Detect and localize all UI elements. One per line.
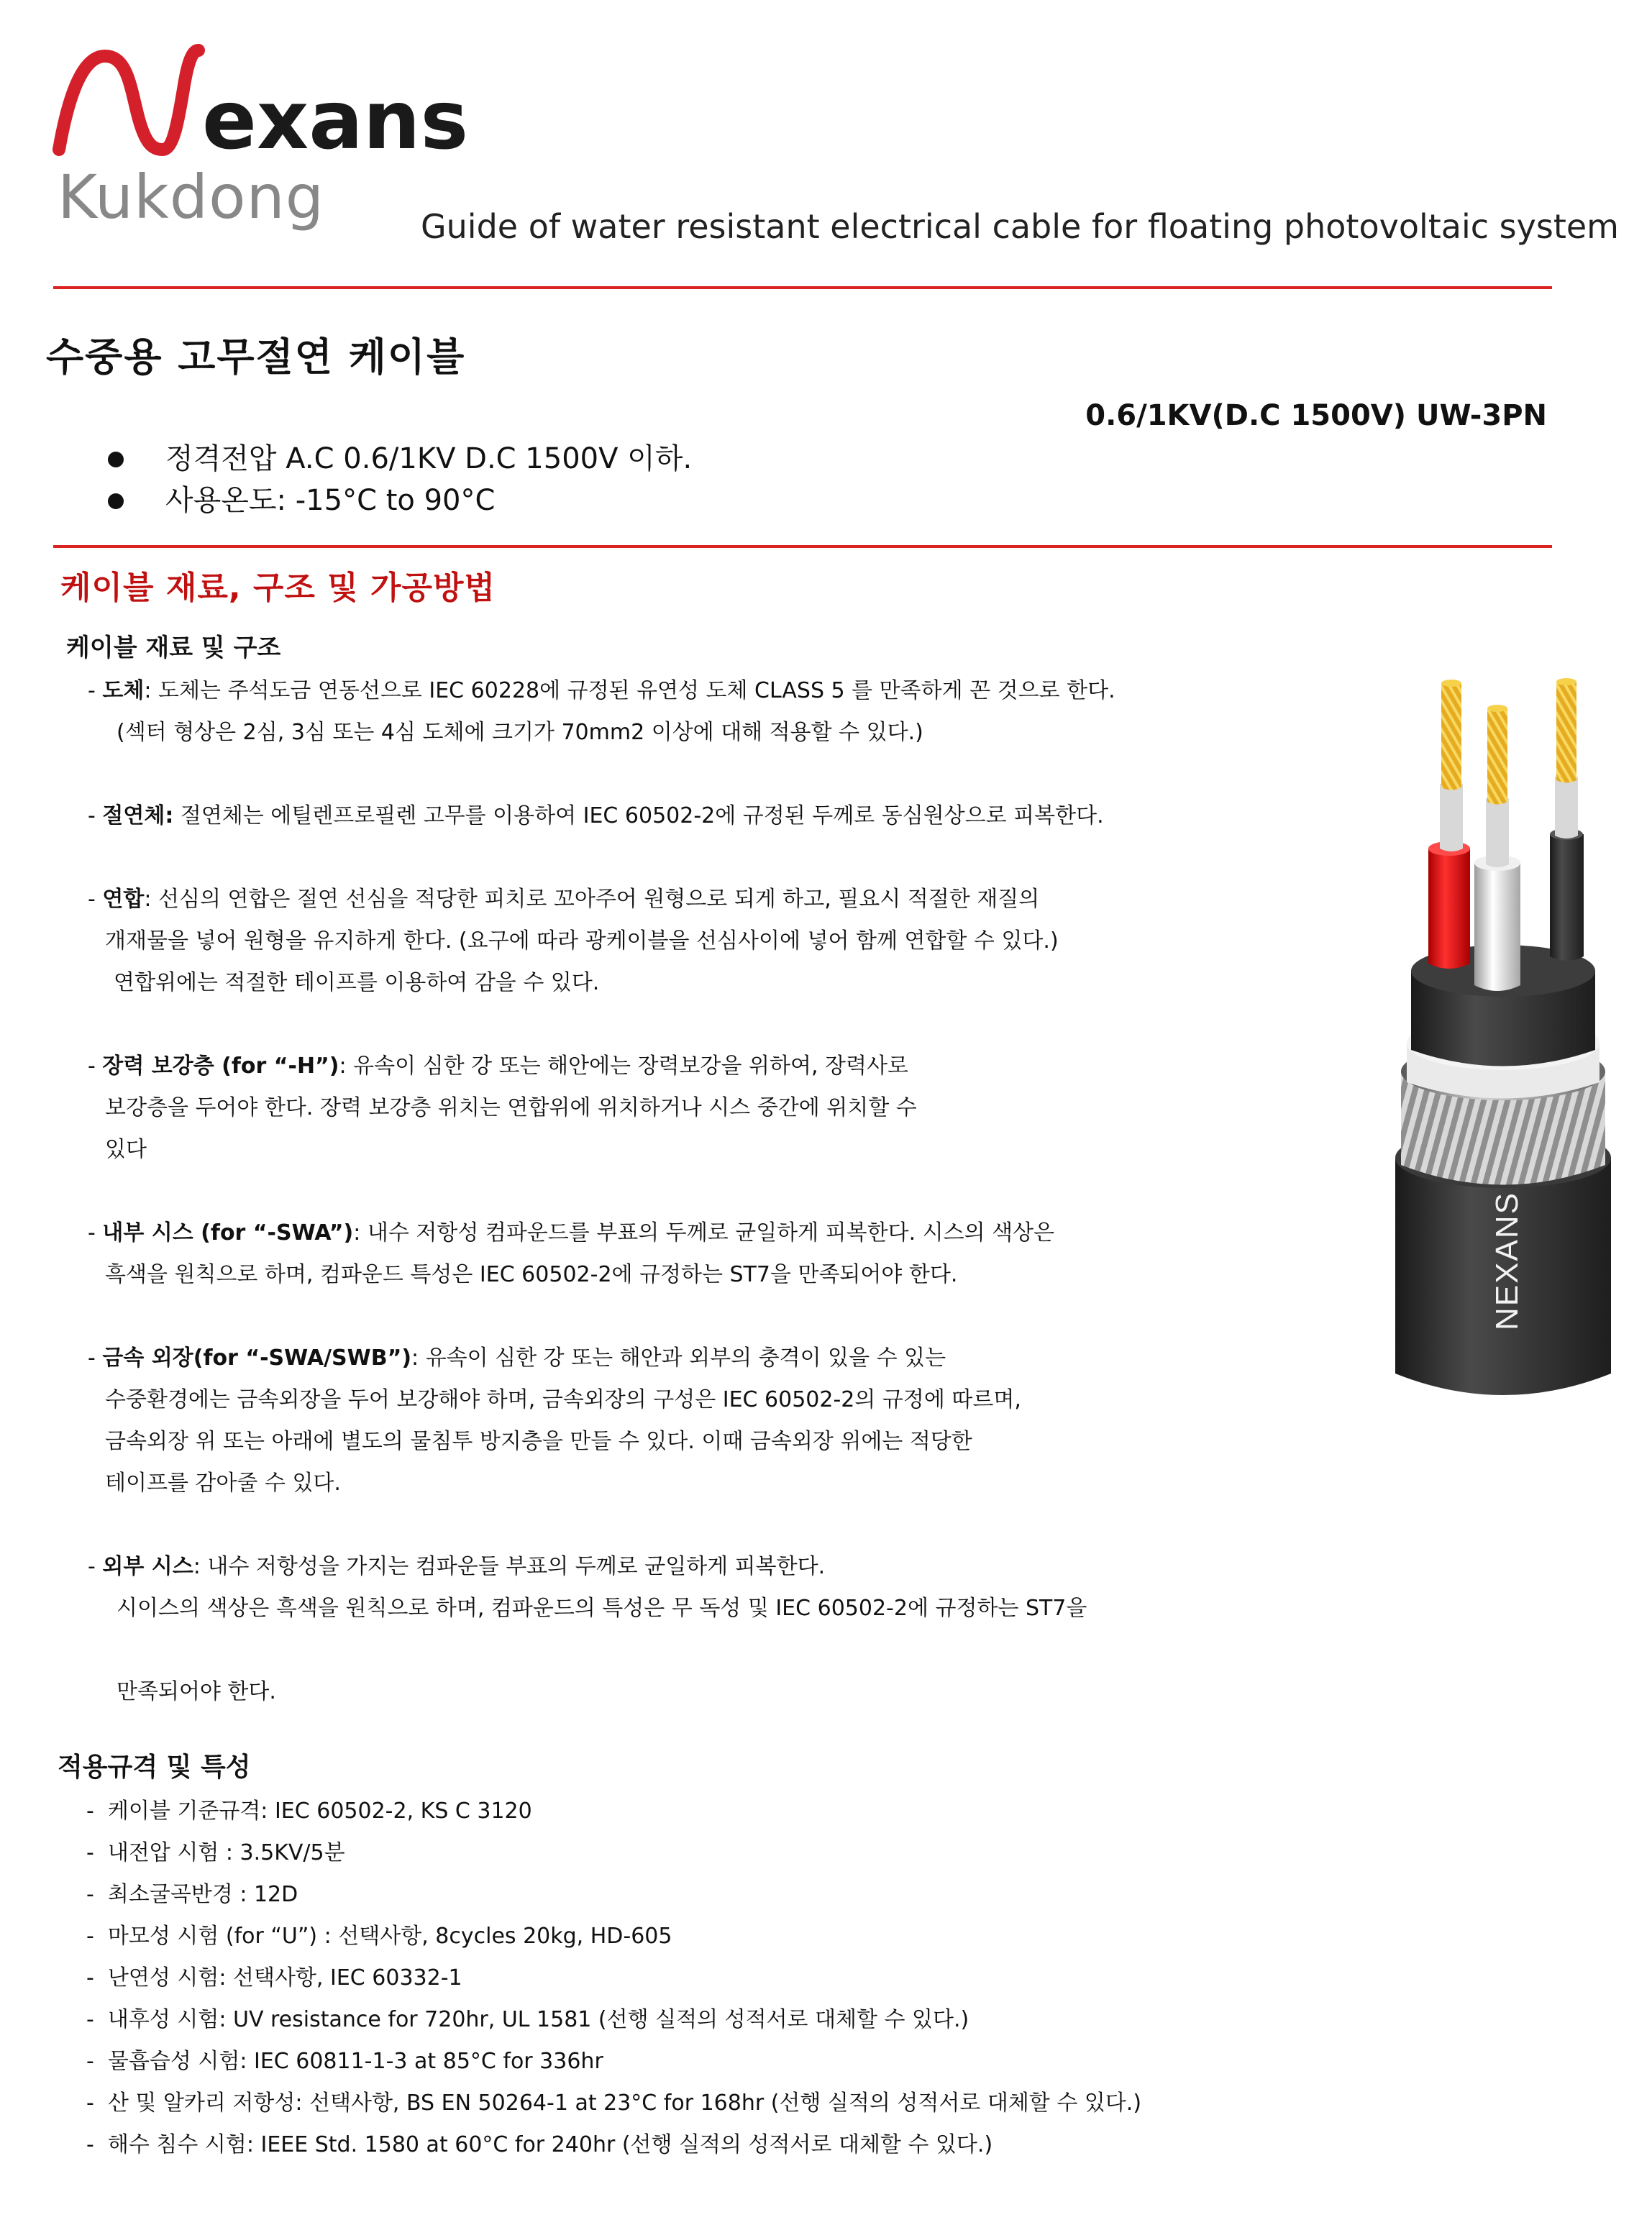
item-line: 시이스의 색상은 흑색을 원칙으로 하며, 컴파운드의 특성은 무 독성 및 IEC 60502-2에 규정하는 ST7을 bbox=[117, 1596, 1087, 1621]
spec-text: 내전압 시험 : 3.5KV/5분 bbox=[107, 1840, 345, 1865]
guide-title: Guide of water resistant electrical cable for floating photovoltaic system bbox=[421, 207, 1619, 246]
nexans-logo bbox=[55, 42, 469, 168]
item-line: (섹터 형상은 2심, 3심 또는 4심 도체에 크기가 70mm2 이상에 대해 적용할 수 있다.) bbox=[117, 720, 923, 745]
item-text: 절연체는 에틸렌프로필렌 고무를 이용하여 IEC 60502-2에 규정된 두께로 동심원상으로 피복한다. bbox=[173, 803, 1104, 828]
item-text: : 선심의 연합은 절연 선심을 적당한 피치로 꼬아주어 원형으로 되게 하고, 필요시 적절한 재질의 bbox=[144, 887, 1040, 912]
item-insulation: - 절연체: 절연체는 에틸렌프로필렌 고무를 이용하여 IEC 60502-2에 규정된 두께로 동심원상으로 피복한다. bbox=[88, 803, 1104, 828]
item-inner-sheath: - 내부 시스 (for “-SWA”): 내수 저항성 컴파운드를 부표의 두께로 균일하게 피복한다. 시스의 색상은 bbox=[88, 1220, 1055, 1246]
spec-text: 물흡습성 시험: IEC 60811-1-3 at 85°C for 336hr bbox=[107, 2049, 603, 2074]
item-term: 외부 시스 bbox=[102, 1554, 193, 1579]
item-text: : 유속이 심한 강 또는 해안과 외부의 충격이 있을 수 있는 bbox=[411, 1345, 946, 1371]
spec-item: - 해수 침수 시험: IEEE Std. 1580 at 60°C for 240hr (선행 실적의 성적서로 대체할 수 있다.) bbox=[86, 2132, 993, 2157]
item-text: : 내수 저항성 컴파운드를 부표의 두께로 균일하게 피복한다. 시스의 색상은 bbox=[353, 1220, 1055, 1246]
spec-text: 해수 침수 시험: IEEE Std. 1580 at 60°C for 240hr (선행 실적의 성적서로 대체할 수 있다.) bbox=[107, 2132, 993, 2157]
bullet-icon bbox=[108, 452, 124, 467]
item-line: 있다 bbox=[105, 1137, 147, 1162]
item-conductor: - 도체: 도체는 주석도금 연동선으로 IEC 60228에 규정된 유연성 도체 CLASS 5 를 만족하게 꼰 것으로 한다. bbox=[88, 678, 1115, 703]
svg-text:exans: exans bbox=[202, 74, 469, 168]
spec-text: 케이블 기준규격: IEC 60502-2, KS C 3120 bbox=[107, 1799, 532, 1824]
item-metal-armour: - 금속 외장(for “-SWA/SWB”): 유속이 심한 강 또는 해안과 외부의 충격이 있을 수 있는 bbox=[88, 1345, 946, 1371]
spec-item: - 최소굴곡반경 : 12D bbox=[86, 1882, 298, 1907]
item-outer-sheath: - 외부 시스: 내수 저항성을 가지는 컴파운들 부표의 두께로 균일하게 피복한다. bbox=[88, 1554, 826, 1579]
spec-item: - 내전압 시험 : 3.5KV/5분 bbox=[86, 1840, 345, 1865]
spec-text: 산 및 알카리 저항성: 선택사항, BS EN 50264-1 at 23°C for 168hr (선행 실적의 성적서로 대체할 수 있다.) bbox=[107, 2090, 1142, 2116]
item-line: 개재물을 넣어 원형을 유지하게 한다. (요구에 따라 광케이블을 선심사이에 넣어 함께 연합할 수 있다.) bbox=[105, 928, 1059, 954]
spec-item: - 난연성 시험: 선택사항, IEC 60332-1 bbox=[86, 1965, 462, 1991]
bullet-text: 사용온도: -15°C to 90°C bbox=[165, 484, 496, 517]
item-line: 수중환경에는 금속외장을 두어 보강해야 하며, 금속외장의 구성은 IEC 60502-2의 규정에 따르며, bbox=[105, 1387, 1021, 1412]
spec-text: 마모성 시험 (for “U”) : 선택사항, 8cycles 20kg, HD-605 bbox=[107, 1924, 672, 1949]
item-line: 보강층을 두어야 한다. 장력 보강층 위치는 연합위에 위치하거나 시스 중간에 위치할 수 bbox=[105, 1095, 917, 1120]
item-line: 연합위에는 적절한 테이프를 이용하여 감을 수 있다. bbox=[114, 970, 600, 995]
item-line: 테이프를 감아줄 수 있다. bbox=[105, 1471, 341, 1496]
item-assembly: - 연합: 선심의 연합은 절연 선심을 적당한 피치로 꼬아주어 원형으로 되게 하고, 필요시 적절한 재질의 bbox=[88, 887, 1040, 912]
item-term: 연합 bbox=[102, 887, 145, 912]
section-divider bbox=[53, 545, 1552, 548]
item-text: : 도체는 주석도금 연동선으로 IEC 60228에 규정된 유연성 도체 CLASS 5 를 만족하게 꼰 것으로 한다. bbox=[144, 678, 1115, 703]
item-line: 만족되어야 한다. bbox=[117, 1679, 276, 1704]
header-divider bbox=[53, 286, 1552, 289]
spec-item: - 물흡습성 시험: IEC 60811-1-3 at 85°C for 336hr bbox=[86, 2049, 603, 2074]
spec-item: - 케이블 기준규격: IEC 60502-2, KS C 3120 bbox=[86, 1799, 532, 1824]
logo-subtitle: Kukdong bbox=[58, 162, 325, 232]
section-title-materials: 케이블 재료, 구조 및 가공방법 bbox=[60, 570, 496, 606]
spec-text: 내후성 시험: UV resistance for 720hr, UL 1581 (선행 실적의 성적서로 대체할 수 있다.) bbox=[107, 2007, 969, 2032]
spec-item: - 산 및 알카리 저항성: 선택사항, BS EN 50264-1 at 23°C for 168hr (선행 실적의 성적서로 대체할 수 있다.) bbox=[86, 2090, 1142, 2116]
spec-text: 최소굴곡반경 : 12D bbox=[107, 1882, 298, 1907]
section-subtitle: 케이블 재료 및 구조 bbox=[66, 634, 281, 662]
spec-item: - 내후성 시험: UV resistance for 720hr, UL 1581 (선행 실적의 성적서로 대체할 수 있다.) bbox=[86, 2007, 969, 2032]
product-title: 수중용 고무절연 케이블 bbox=[46, 334, 466, 380]
spec-text: 난연성 시험: 선택사항, IEC 60332-1 bbox=[107, 1965, 462, 1991]
cable-cross-section-illustration bbox=[1388, 669, 1618, 1402]
item-text: : 유속이 심한 강 또는 해안에는 장력보강을 위하여, 장력사로 bbox=[339, 1054, 908, 1079]
section-title-standards: 적용규격 및 특성 bbox=[58, 1753, 251, 1782]
cable-print-text: NEXANS bbox=[1489, 1192, 1525, 1330]
item-tension-layer: - 장력 보강층 (for “-H”): 유속이 심한 강 또는 해안에는 장력보강을 위하여, 장력사로 bbox=[88, 1054, 908, 1079]
product-model: 0.6/1KV(D.C 1500V) UW-3PN bbox=[1085, 399, 1547, 432]
item-term: 장력 보강층 (for “-H”) bbox=[102, 1054, 339, 1079]
item-term: 금속 외장(for “-SWA/SWB”) bbox=[102, 1345, 412, 1371]
item-text: : 내수 저항성을 가지는 컴파운들 부표의 두께로 균일하게 피복한다. bbox=[193, 1554, 826, 1579]
item-line: 흑색을 원칙으로 하며, 컴파운드 특성은 IEC 60502-2에 규정하는 ST7을 만족되어야 한다. bbox=[105, 1262, 958, 1287]
item-term: 도체 bbox=[102, 678, 145, 703]
bullet-text: 정격전압 A.C 0.6/1KV D.C 1500V 이하. bbox=[165, 442, 693, 475]
bullet-icon bbox=[108, 493, 124, 509]
item-line: 금속외장 위 또는 아래에 별도의 물침투 방지층을 만들 수 있다. 이때 금속외장 위에는 적당한 bbox=[105, 1429, 972, 1454]
item-term: 내부 시스 (for “-SWA”) bbox=[102, 1220, 354, 1246]
spec-item: - 마모성 시험 (for “U”) : 선택사항, 8cycles 20kg, HD-605 bbox=[86, 1924, 672, 1949]
item-term: 절연체: bbox=[102, 803, 174, 828]
